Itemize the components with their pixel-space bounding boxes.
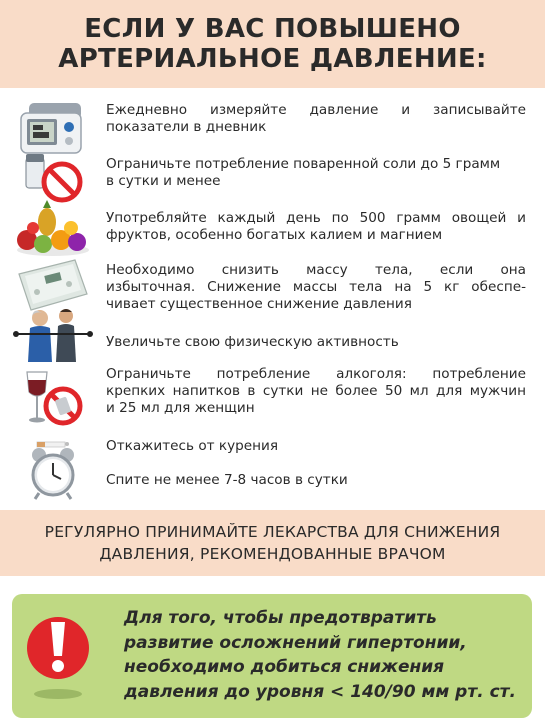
tip-item-sleep xyxy=(0,470,545,504)
target-pressure-alert xyxy=(12,594,532,718)
alert-text: Для того, чтобы предотвратить развитие осложнений гипертонии, необходимо добиться снижения давления до уровня < 140/90 мм рт. ст. xyxy=(124,608,516,702)
medication-banner xyxy=(0,510,545,576)
tip-text: Ограничьте потребление поваренной соли до 5 грамм в сутки и менее xyxy=(106,156,501,189)
tip-item-limit-alcohol xyxy=(0,366,545,428)
tip-text: Откажитесь от курения xyxy=(106,438,279,454)
exclamation-warning-icon xyxy=(26,608,90,704)
tip-text: Увеличьте свою физическую активность xyxy=(106,334,399,350)
banner-line-1: РЕГУЛЯРНО ПРИНИМАЙТЕ ЛЕКАРСТВА ДЛЯ СНИЖЕНИЯ xyxy=(44,523,501,541)
banner-line-2: ДАВЛЕНИЯ, РЕКОМЕНДОВАННЫЕ ВРАЧОМ xyxy=(99,545,446,563)
tip-text: Употребляйте каждый день по 500 грамм овощей и фруктов, особенно богатых калием и магнием xyxy=(106,210,526,243)
tip-text: Ограничьте потребление алкоголя: потребление крепких напитков в сутки не более 50 мл для мужчин и 25 мл для женщин xyxy=(106,366,526,416)
exercise-icon xyxy=(12,306,94,368)
tip-item-measure-pressure xyxy=(0,100,545,150)
page-header xyxy=(0,0,545,88)
tip-item-physical-activity xyxy=(0,326,545,366)
tip-text: Необходимо снизить массу тела, если она избыточная. Снижение массы тела на 5 кг обеспе- чивает существенное снижение давления xyxy=(106,262,526,312)
fruits-vegetables-icon xyxy=(12,200,94,260)
tip-text: Спите не менее 7-8 часов в сутки xyxy=(106,472,348,488)
no-alcohol-icon xyxy=(12,368,94,430)
no-salt-icon xyxy=(12,150,94,206)
tip-item-limit-salt xyxy=(0,152,545,202)
tip-item-eat-fruits xyxy=(0,206,545,256)
header-title-line-1: ЕСЛИ У ВАС ПОВЫШЕНО xyxy=(84,14,461,44)
tip-text: Ежедневно измеряйте давление и записывайте показатели в дневник xyxy=(106,102,526,135)
alarm-clock-icon xyxy=(12,444,94,502)
header-title-line-2: АРТЕРИАЛЬНОЕ ДАВЛЕНИЕ: xyxy=(58,44,487,74)
